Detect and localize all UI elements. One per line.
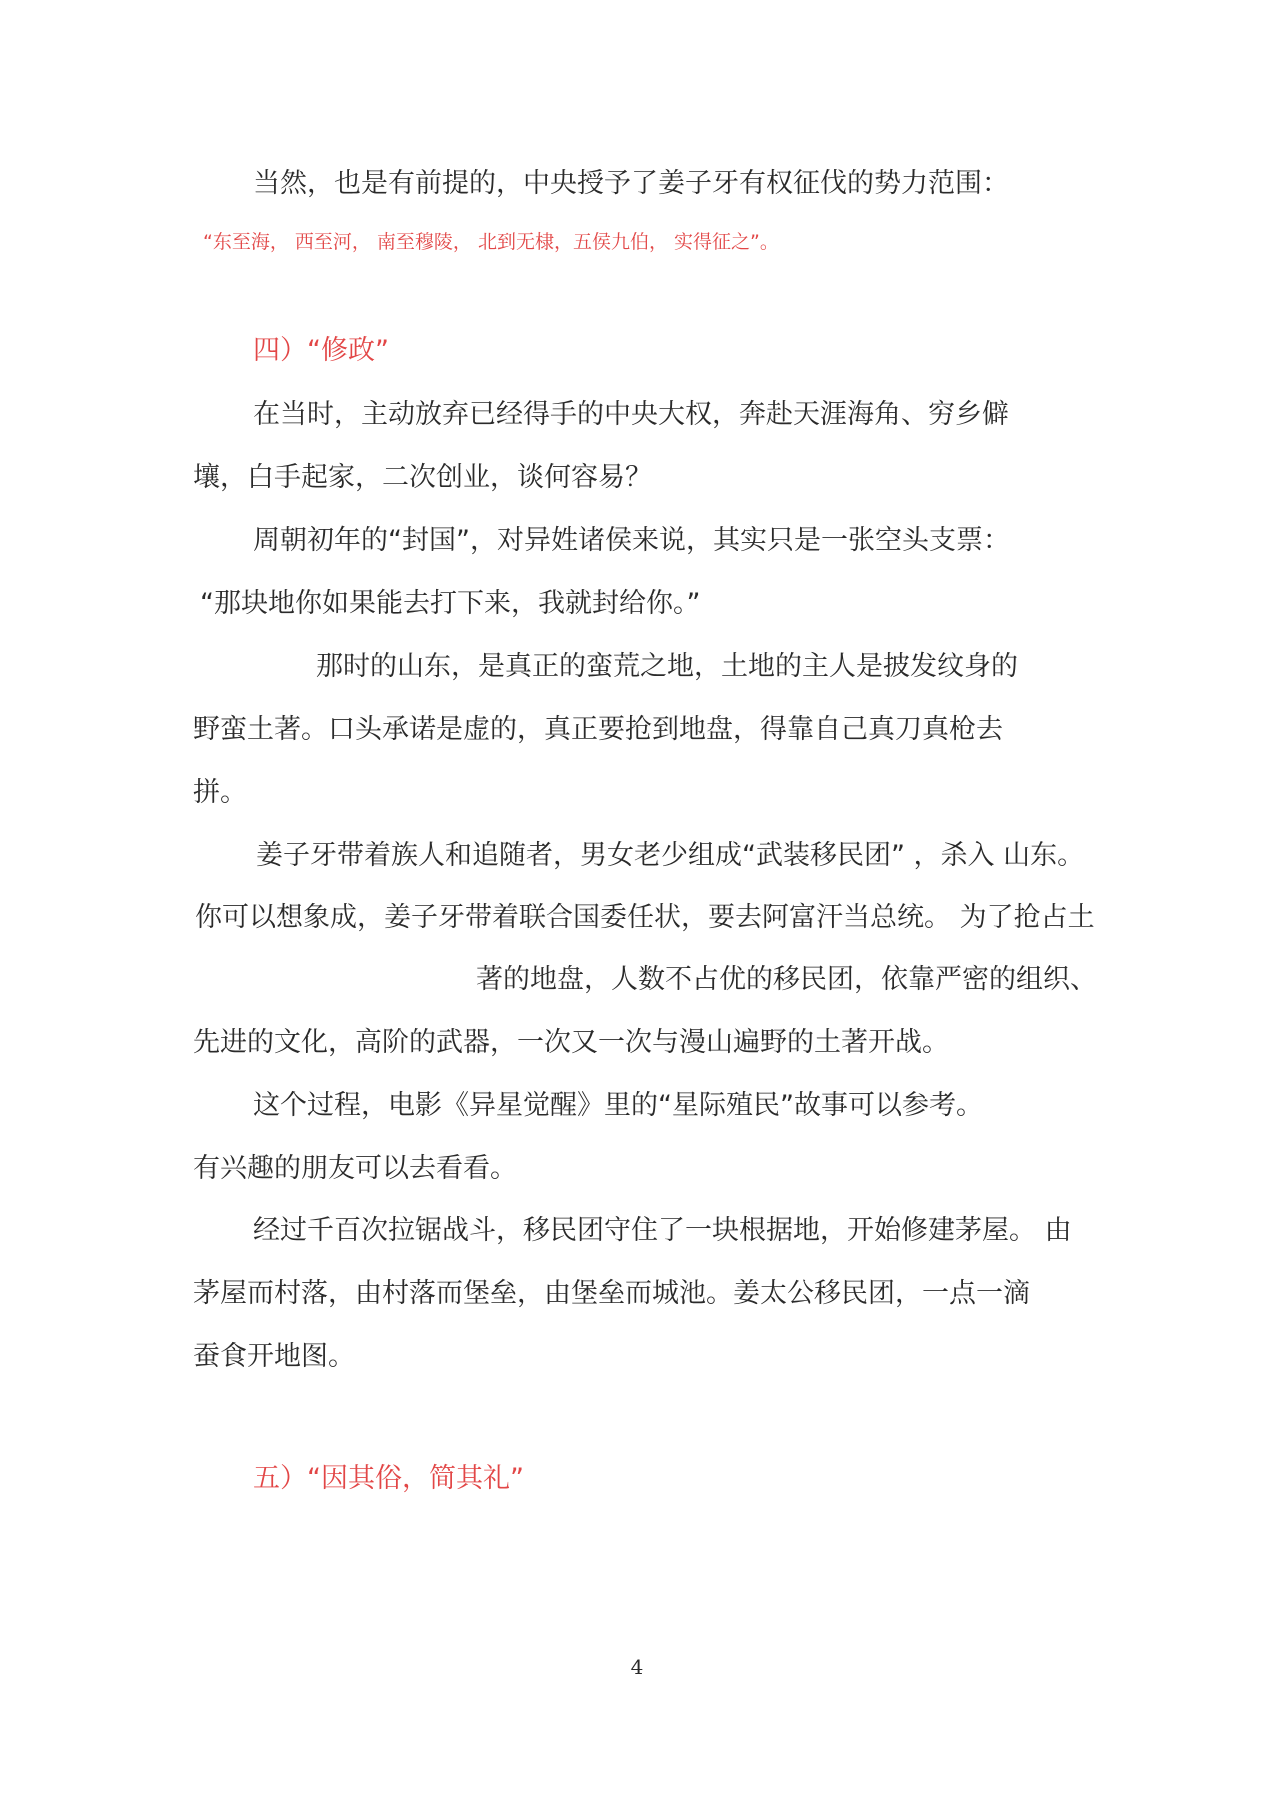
- section-4-line-13: 有兴趣的朋友可以去看看。: [193, 1153, 517, 1184]
- section-4-line-9: 你可以想象成，姜子牙带着联合国委任状，要去阿富汗当总统。 为了抢占土: [195, 902, 1095, 933]
- section-4-line-7: 拼。: [193, 777, 247, 808]
- section-4-line-11: 先进的文化，高阶的武器，一次又一次与漫山遍野的土著开战。: [193, 1027, 949, 1058]
- section-4-line-16: 蚕食开地图。: [193, 1341, 355, 1372]
- section-4-line-15: 茅屋而村落，由村落而堡垒，由堡垒而城池。姜太公移民团，一点一滴: [193, 1278, 1030, 1309]
- section-4-line-5: 那时的山东，是真正的蛮荒之地，土地的主人是披发纹身的: [316, 651, 1018, 682]
- section-4-heading: 四）“修政”: [253, 335, 389, 366]
- section-4-line-1: 在当时，主动放弃已经得手的中央大权，奔赴天涯海角、穷乡僻: [253, 399, 1009, 430]
- section-4-line-4: “那块地你如果能去打下来，我就封给你。”: [200, 588, 701, 619]
- quote-territory: “东至海， 西至河， 南至穆陵， 北到无棣，五侯九伯， 实得征之”。: [203, 231, 779, 253]
- paragraph-intro: 当然，也是有前提的，中央授予了姜子牙有权征伐的势力范围：: [253, 168, 1009, 199]
- section-4-line-12: 这个过程，电影《异星觉醒》里的“星际殖民”故事可以参考。: [253, 1090, 983, 1121]
- section-4-line-14: 经过千百次拉锯战斗，移民团守住了一块根据地，开始修建茅屋。 由: [253, 1215, 1072, 1246]
- section-4-line-10: 著的地盘，人数不占优的移民团，依靠严密的组织、: [476, 964, 1097, 995]
- section-4-line-2: 壤，白手起家，二次创业，谈何容易？: [193, 462, 652, 493]
- section-4-line-8: 姜子牙带着族人和追随者，男女老少组成“武装移民团” ，杀入 山东。: [256, 840, 1085, 871]
- section-4-line-6: 野蛮土著。口头承诺是虚的，真正要抢到地盘，得靠自己真刀真枪去: [193, 714, 1003, 745]
- section-4-line-3: 周朝初年的“封国”，对异姓诸侯来说，其实只是一张空头支票：: [253, 525, 1010, 556]
- page-number: 4: [630, 1655, 644, 1679]
- section-5-heading: 五）“因其俗，简其礼”: [253, 1463, 524, 1494]
